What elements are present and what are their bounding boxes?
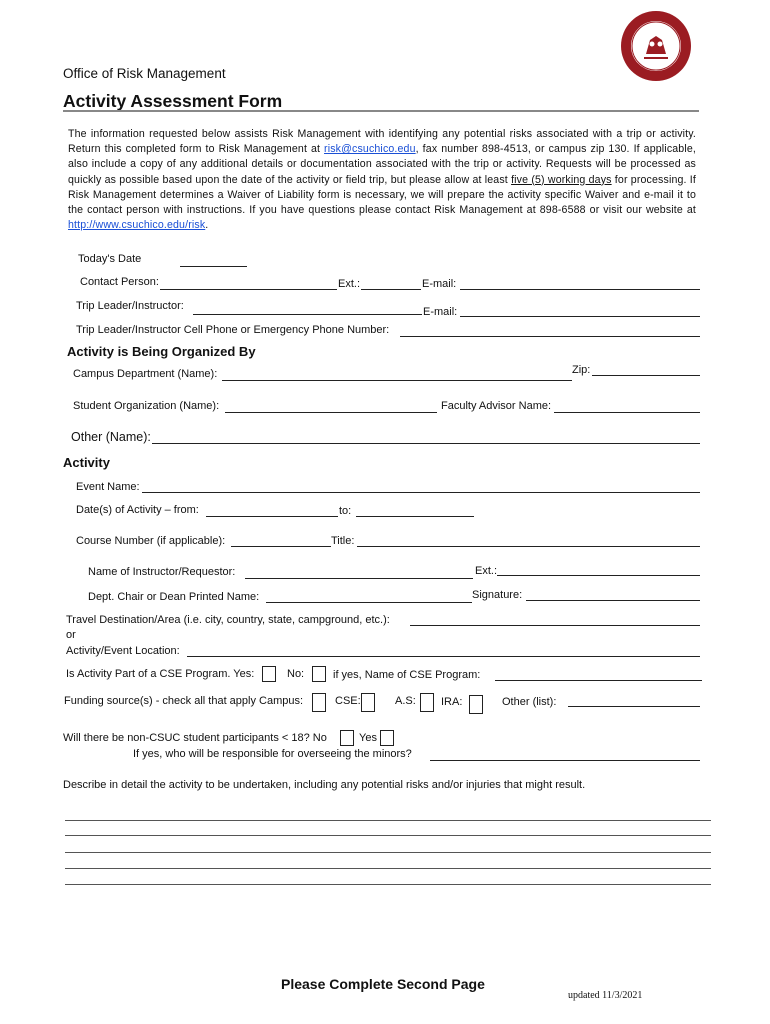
describe-label: Describe in detail the activity to be undertaken, including any potential risks and/or injuries that might result. xyxy=(63,779,586,791)
contact-email-field[interactable] xyxy=(460,289,700,290)
activity-heading: Activity xyxy=(63,455,110,470)
event-name-label: Event Name: xyxy=(76,481,140,493)
location-field[interactable] xyxy=(187,656,700,657)
travel-field[interactable] xyxy=(410,625,700,626)
trip-leader-label: Trip Leader/Instructor: xyxy=(76,300,184,312)
dates-to-field[interactable] xyxy=(356,516,474,517)
campus-dept-label: Campus Department (Name): xyxy=(73,368,218,380)
instructor-field[interactable] xyxy=(245,578,473,579)
todays-date-label: Today's Date xyxy=(78,253,142,265)
fund-as-checkbox[interactable] xyxy=(420,693,434,712)
cell-phone-label: Trip Leader/Instructor Cell Phone or Emergency Phone Number: xyxy=(76,324,390,336)
risk-email-link[interactable]: risk@csuchico.edu xyxy=(324,143,416,156)
form-title: Activity Assessment Form xyxy=(63,91,283,111)
dates-from-label: Date(s) of Activity – from: xyxy=(76,504,199,516)
cse-name-label: if yes, Name of CSE Program: xyxy=(333,669,481,681)
organized-heading: Activity is Being Organized By xyxy=(67,344,256,359)
instructor-ext-label: Ext.: xyxy=(475,565,498,577)
fund-ira-label: IRA: xyxy=(441,696,463,708)
zip-field[interactable] xyxy=(592,375,700,376)
or-label: or xyxy=(66,629,76,641)
describe-line-1[interactable] xyxy=(65,820,711,821)
minors-yes-checkbox[interactable] xyxy=(380,730,394,746)
trip-email-label: E-mail: xyxy=(423,306,458,318)
minors-responsible-label: If yes, who will be responsible for overseeing the minors? xyxy=(133,748,412,760)
dates-to-label: to: xyxy=(339,505,352,517)
describe-line-5[interactable] xyxy=(65,884,711,885)
describe-line-2[interactable] xyxy=(65,835,711,836)
dates-from-field[interactable] xyxy=(206,516,338,517)
describe-line-4[interactable] xyxy=(65,868,711,869)
title-rule xyxy=(63,110,699,112)
other-name-field[interactable] xyxy=(152,443,700,444)
contact-person-label: Contact Person: xyxy=(80,276,159,288)
fund-cse-checkbox[interactable] xyxy=(361,693,375,712)
contact-email-label: E-mail: xyxy=(422,278,457,290)
updated-date: updated 11/3/2021 xyxy=(568,990,643,1001)
trip-leader-field[interactable] xyxy=(193,314,422,315)
cse-name-field[interactable] xyxy=(495,680,702,681)
dept-chair-field[interactable] xyxy=(266,602,472,603)
contact-ext-field[interactable] xyxy=(361,289,421,290)
instructor-ext-field[interactable] xyxy=(497,575,700,576)
cse-no-checkbox[interactable] xyxy=(312,666,326,682)
university-seal xyxy=(620,10,692,82)
course-title-field[interactable] xyxy=(357,546,700,547)
minors-yes-label: Yes xyxy=(359,732,377,744)
other-name-label: Other (Name): xyxy=(71,430,151,444)
instructor-label: Name of Instructor/Requestor: xyxy=(88,566,236,578)
funding-label: Funding source(s) - check all that apply Campus: xyxy=(64,695,304,707)
minors-no-checkbox[interactable] xyxy=(340,730,354,746)
fund-cse-label: CSE: xyxy=(335,695,361,707)
minors-responsible-field[interactable] xyxy=(430,760,700,761)
fund-ira-checkbox[interactable] xyxy=(469,695,483,714)
student-org-label: Student Organization (Name): xyxy=(73,400,220,412)
contact-ext-label: Ext.: xyxy=(338,278,361,290)
minors-question: Will there be non-CSUC student participants < 18? No xyxy=(63,732,327,744)
student-org-field[interactable] xyxy=(225,412,437,413)
course-number-field[interactable] xyxy=(231,546,331,547)
trip-email-field[interactable] xyxy=(460,316,700,317)
office-name: Office of Risk Management xyxy=(63,66,226,81)
course-title-label: Title: xyxy=(331,535,355,547)
course-number-label: Course Number (if applicable): xyxy=(76,535,226,547)
cse-yes-checkbox[interactable] xyxy=(262,666,276,682)
cell-phone-field[interactable] xyxy=(400,336,700,337)
cse-no-label: No: xyxy=(287,668,305,680)
contact-person-field[interactable] xyxy=(160,289,337,290)
location-label: Activity/Event Location: xyxy=(66,645,180,657)
describe-line-3[interactable] xyxy=(65,852,711,853)
campus-dept-field[interactable] xyxy=(222,380,572,381)
cse-part-label: Is Activity Part of a CSE Program. Yes: xyxy=(66,668,255,680)
todays-date-field[interactable] xyxy=(180,266,247,267)
dept-chair-label: Dept. Chair or Dean Printed Name: xyxy=(88,591,260,603)
zip-label: Zip: xyxy=(572,364,591,376)
event-name-field[interactable] xyxy=(142,492,700,493)
faculty-advisor-label: Faculty Advisor Name: xyxy=(441,400,552,412)
travel-label: Travel Destination/Area (i.e. city, country, state, campground, etc.): xyxy=(66,614,390,626)
second-page-note: Please Complete Second Page xyxy=(281,976,485,992)
fund-as-label: A.S: xyxy=(395,695,416,707)
fund-other-label: Other (list): xyxy=(502,696,557,708)
faculty-advisor-field[interactable] xyxy=(554,412,700,413)
signature-field[interactable] xyxy=(526,600,700,601)
risk-website-link[interactable]: http://www.csuchico.edu/risk xyxy=(68,219,206,232)
fund-other-field[interactable] xyxy=(568,706,700,707)
signature-label: Signature: xyxy=(472,589,523,601)
fund-campus-checkbox[interactable] xyxy=(312,693,326,712)
intro-paragraph: The information requested below assists Risk Management with identifying any potential risks associated with a trip or activity. Return this completed form to Risk Management at risk@csuchico.edu, fax number 898-4513, or campus zip 130. If applicable, also include a copy of any additional details or documentation associated with the trip or activity. Requests will be processed as quickly as possible based upon the date of the activity or field trip, but please allow at least five (5) working days for processing. If Risk Management determines a Waiver of Liability form is necessary, we will prepare the activity specific Waiver and e-mail it to the contact person with instructions. If you have questions please contact Risk Management at 898-6588 or visit our website at http://www.csuchico.edu/risk. xyxy=(68,128,696,232)
